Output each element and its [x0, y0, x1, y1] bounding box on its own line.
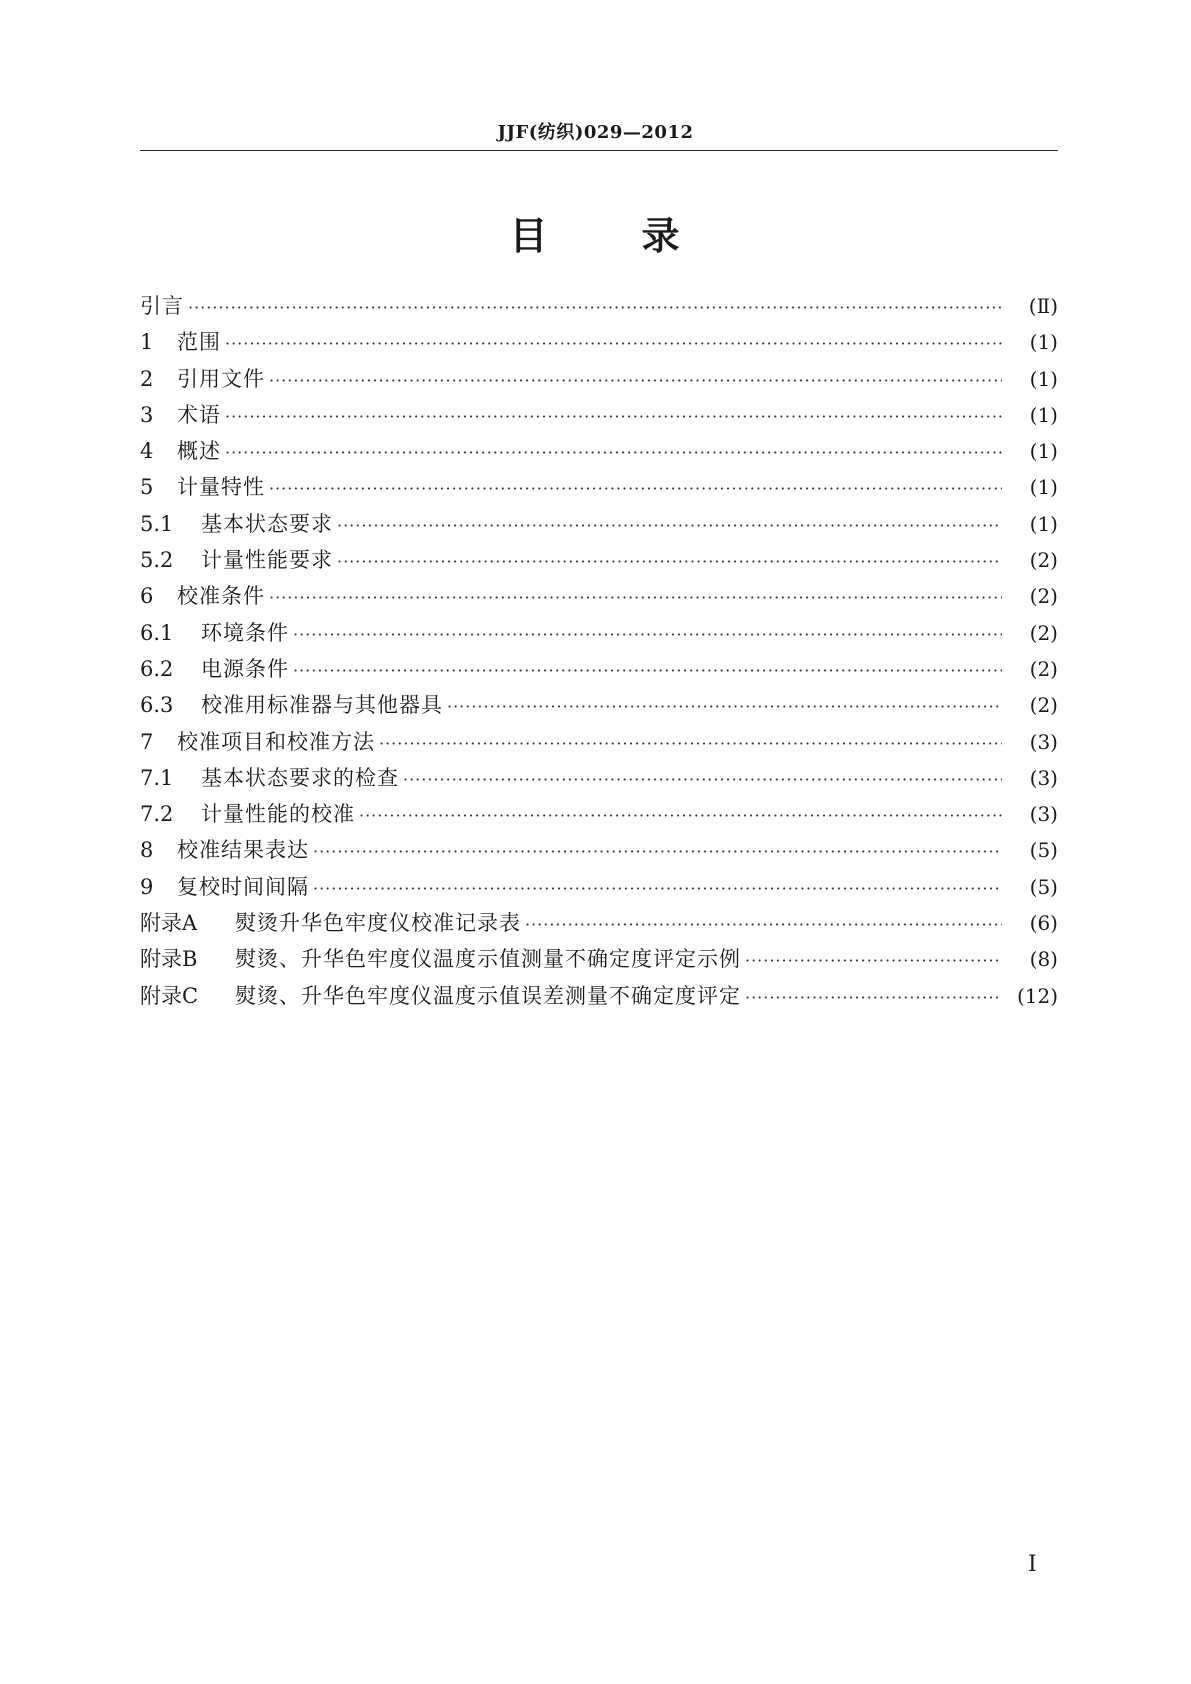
toc-entry-page: (2) [1029, 620, 1058, 645]
toc-entry-page: (1) [1029, 330, 1058, 355]
toc-entry-label: 电源条件 [201, 656, 289, 681]
toc-entry-page: (2) [1029, 693, 1058, 718]
toc-entry-label: 基本状态要求的检查 [201, 765, 399, 790]
toc-entry-page: (3) [1029, 765, 1058, 790]
toc-entry-page: (3) [1029, 802, 1058, 827]
toc-entry-appendix-c[interactable] [140, 980, 1058, 1016]
toc-entry-7-2[interactable] [140, 798, 1058, 834]
toc-leader-dots [225, 407, 1002, 426]
document-code-header: JJF(纺织)029—2012 [497, 122, 694, 143]
toc-entry-page: (Ⅱ) [1028, 294, 1058, 318]
toc-entry-label: 引言 [140, 294, 184, 318]
toc-leader-dots [337, 552, 1002, 571]
toc-entry-number: 7 [140, 729, 154, 754]
toc-entry-label: 计量性能要求 [201, 548, 333, 573]
toc-entry-label: 计量性能的校准 [201, 802, 355, 827]
toc-entry-number: 6.1 [140, 620, 174, 645]
toc-entry-7[interactable] [140, 726, 1058, 762]
toc-leader-dots [293, 625, 1002, 644]
toc-leader-dots [293, 661, 1002, 680]
toc-entry-number: 5.1 [140, 511, 174, 536]
toc-title-char-2: 录 [641, 214, 682, 258]
toc-entry-page: (1) [1029, 475, 1058, 500]
toc-entry-4[interactable] [140, 435, 1058, 471]
toc-entry-number: 6.3 [140, 693, 174, 718]
toc-entry-number: 1 [140, 330, 154, 355]
toc-entry-9[interactable] [140, 871, 1058, 907]
toc-entry-number: 4 [140, 439, 154, 464]
toc-entry-number: 9 [140, 874, 154, 899]
toc-entry-number: 7.1 [140, 765, 174, 790]
toc-entry-7-1[interactable] [140, 762, 1058, 798]
toc-entry-page: (6) [1029, 911, 1058, 936]
toc-entry-page: (5) [1029, 874, 1058, 899]
toc-entry-intro[interactable] [140, 290, 1058, 326]
toc-entry-6-3[interactable] [140, 689, 1058, 725]
toc-entry-page: (2) [1029, 548, 1058, 573]
toc-entry-page: (1) [1029, 439, 1058, 464]
toc-leader-dots [745, 988, 1002, 1007]
toc-entry-8[interactable] [140, 834, 1058, 870]
toc-entry-number: 附录C [140, 983, 199, 1008]
toc-entry-label: 校准结果表达 [177, 838, 309, 863]
toc-entry-number: 8 [140, 838, 154, 863]
toc-entry-6-1[interactable] [140, 617, 1058, 653]
toc-leader-dots [225, 443, 1002, 462]
toc-leader-dots [337, 516, 1002, 535]
toc-entry-3[interactable] [140, 399, 1058, 435]
toc-leader-dots [359, 806, 1002, 825]
toc-entry-6[interactable] [140, 580, 1058, 616]
toc-entry-label: 校准项目和校准方法 [177, 729, 375, 754]
toc-entry-1[interactable] [140, 326, 1058, 362]
toc-title [0, 205, 1191, 260]
toc-entry-label: 概述 [177, 439, 221, 464]
toc-entry-label: 校准用标准器与其他器具 [201, 693, 443, 718]
toc-leader-dots [403, 770, 1002, 789]
toc-entry-page: (5) [1029, 838, 1058, 863]
toc-entry-6-2[interactable] [140, 653, 1058, 689]
toc-entry-number: 5.2 [140, 548, 174, 573]
toc-entry-appendix-b[interactable] [140, 943, 1058, 979]
toc-entry-label: 校准条件 [177, 584, 265, 609]
toc-entry-label: 熨烫、升华色牢度仪温度示值测量不确定度评定示例 [235, 947, 741, 972]
toc-leader-dots [447, 697, 1002, 716]
page-number: Ⅰ [1028, 1552, 1037, 1577]
toc-entry-label: 术语 [177, 402, 221, 427]
toc-entry-page: (1) [1029, 366, 1058, 391]
toc-entry-number: 6 [140, 584, 154, 609]
toc-entry-label: 环境条件 [201, 620, 289, 645]
toc-entry-number: 3 [140, 402, 154, 427]
toc-entry-5[interactable] [140, 471, 1058, 507]
toc-entry-label: 复校时间间隔 [177, 874, 309, 899]
toc-entry-number: 附录A [140, 911, 198, 936]
toc-entry-number: 7.2 [140, 802, 174, 827]
toc-leader-dots [525, 915, 1002, 934]
toc-title-char-1: 目 [509, 214, 550, 258]
toc-leader-dots [379, 734, 1002, 753]
toc-entry-number: 2 [140, 366, 154, 391]
toc-entry-page: (8) [1029, 947, 1058, 972]
toc-entry-page: (2) [1029, 584, 1058, 609]
toc-leader-dots [269, 371, 1002, 390]
toc-entry-label: 引用文件 [177, 366, 265, 391]
toc-leader-dots [269, 479, 1002, 498]
toc-entry-page: (3) [1029, 729, 1058, 754]
toc-entry-label: 熨烫升华色牢度仪校准记录表 [235, 911, 521, 936]
toc-entry-5-1[interactable] [140, 508, 1058, 544]
toc-entry-label: 范围 [177, 330, 221, 355]
toc-entry-5-2[interactable] [140, 544, 1058, 580]
toc-entry-page: (2) [1029, 656, 1058, 681]
toc-entry-label: 基本状态要求 [201, 511, 333, 536]
toc-entry-appendix-a[interactable] [140, 907, 1058, 943]
toc-entry-page: (1) [1029, 402, 1058, 427]
toc-leader-dots [745, 951, 1002, 970]
toc-leader-dots [313, 842, 1002, 861]
table-of-contents [140, 290, 1058, 1016]
toc-entry-page: (12) [1016, 983, 1058, 1008]
toc-entry-page: (1) [1029, 511, 1058, 536]
toc-leader-dots [313, 879, 1002, 898]
toc-leader-dots [188, 298, 1002, 317]
toc-leader-dots [269, 588, 1002, 607]
toc-entry-number: 5 [140, 475, 154, 500]
toc-entry-label: 计量特性 [177, 475, 265, 500]
header-divider [140, 150, 1058, 151]
toc-entry-number: 附录B [140, 947, 198, 972]
toc-entry-number: 6.2 [140, 656, 174, 681]
toc-entry-2[interactable] [140, 363, 1058, 399]
toc-leader-dots [225, 334, 1002, 353]
toc-entry-label: 熨烫、升华色牢度仪温度示值误差测量不确定度评定 [235, 983, 741, 1008]
